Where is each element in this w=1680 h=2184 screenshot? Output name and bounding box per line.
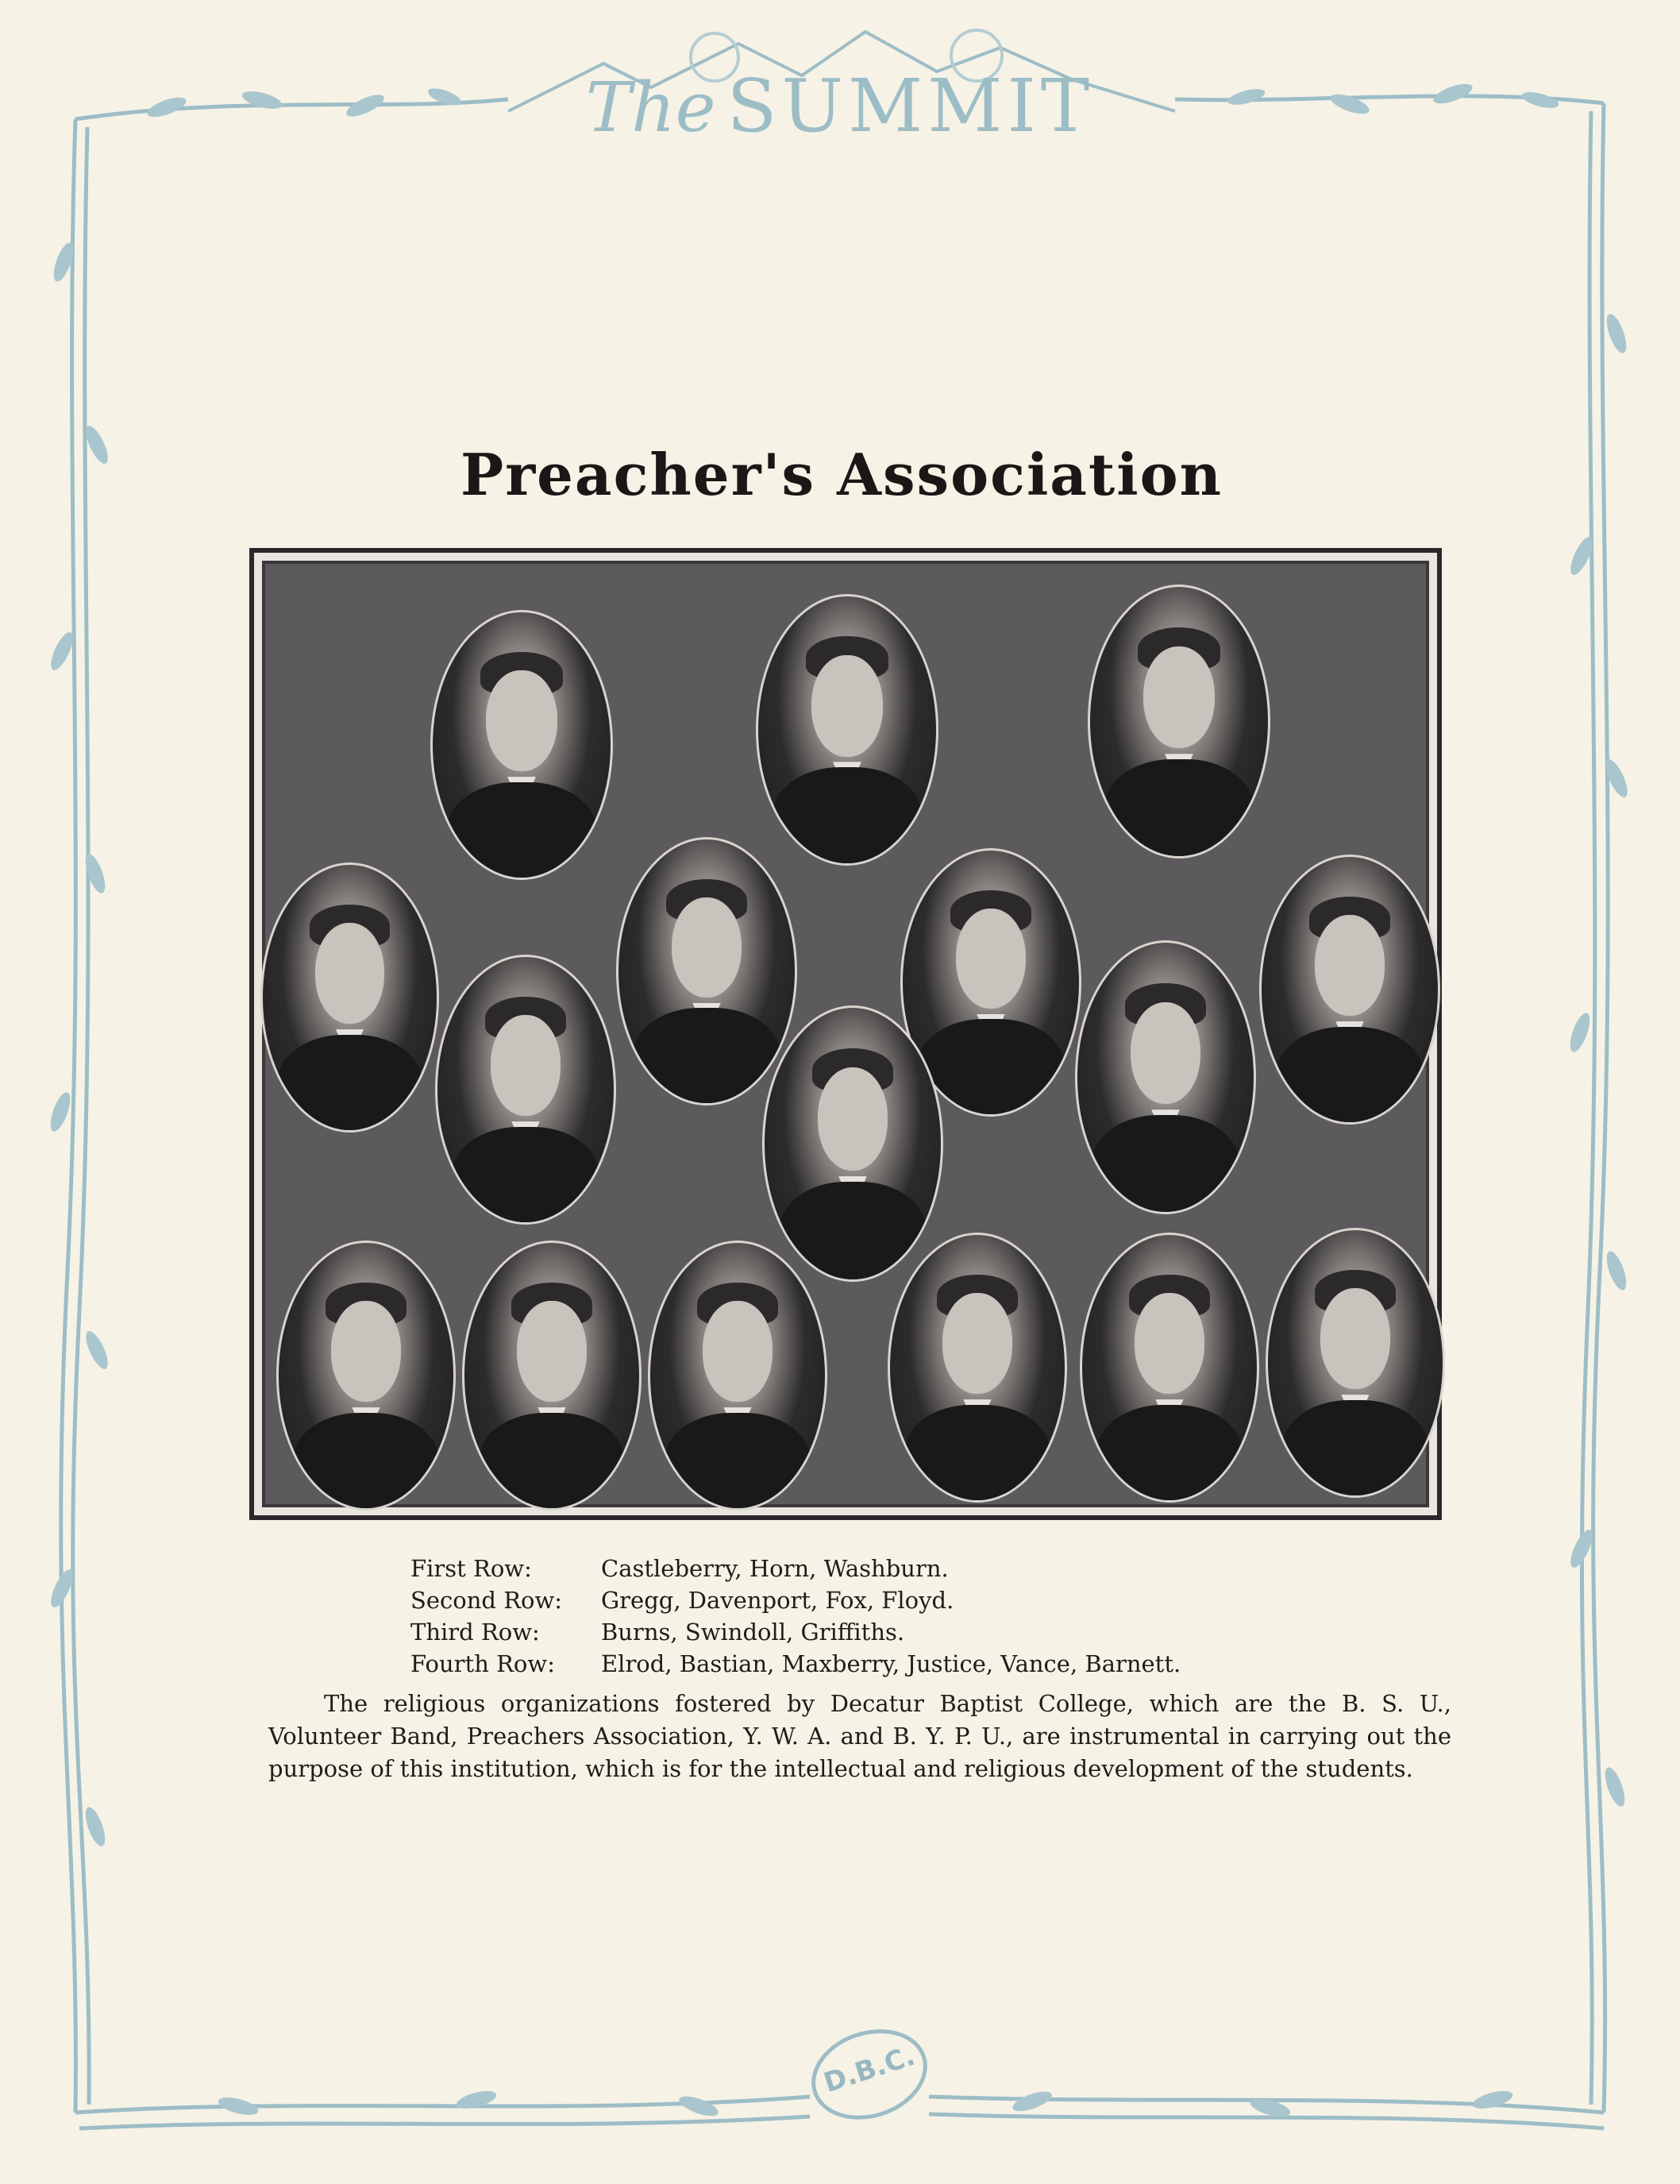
portrait: [1266, 1228, 1445, 1498]
group-photo: [249, 548, 1442, 1520]
caption-row-second: [410, 1584, 1443, 1616]
masthead-title: [476, 64, 1204, 149]
masthead-the: The: [585, 68, 716, 148]
portrait: [1080, 1233, 1259, 1503]
portrait: [430, 610, 613, 880]
portrait: [756, 594, 938, 866]
row-label: First Row:: [410, 1555, 532, 1582]
portrait: [1259, 855, 1440, 1125]
caption-row-fourth: [410, 1648, 1443, 1680]
portrait: [462, 1241, 642, 1511]
portrait: [1088, 585, 1270, 859]
caption-row-first: [410, 1553, 1443, 1584]
portrait: [276, 1241, 456, 1511]
page-title: Preacher's Association: [460, 441, 1223, 508]
caption-rows: [410, 1553, 1443, 1680]
portrait: [1075, 940, 1256, 1214]
body-paragraph: The religious organizations fostered by Decatur Baptist College, which are the B. S. U., Volunteer Band, Preachers Association, Y. W. A. and B. Y. P. U., are instrumental in carrying out the purpose of this institution, which is for the intellectual and religious development of the students.: [268, 1690, 1451, 1782]
portrait: [616, 837, 797, 1106]
caption-row-third: [410, 1616, 1443, 1648]
row-label: Second Row:: [410, 1587, 563, 1614]
row-label: Third Row:: [410, 1619, 540, 1646]
row-names: Elrod, Bastian, Maxberry, Justice, Vance, Barnett.: [601, 1650, 1181, 1677]
row-names: Burns, Swindoll, Griffiths.: [601, 1619, 905, 1646]
portrait: [648, 1241, 827, 1511]
masthead: [476, 32, 1204, 151]
portrait: [260, 862, 439, 1133]
row-names: Gregg, Davenport, Fox, Floyd.: [601, 1587, 954, 1614]
portrait: [888, 1233, 1067, 1503]
portrait: [435, 955, 616, 1225]
row-names: Castleberry, Horn, Washburn.: [601, 1555, 949, 1582]
portrait: [762, 1005, 943, 1282]
row-label: Fourth Row:: [410, 1650, 555, 1677]
masthead-name: SUMMIT: [726, 64, 1095, 149]
dbc-seal: D.B.C.: [819, 2039, 919, 2100]
